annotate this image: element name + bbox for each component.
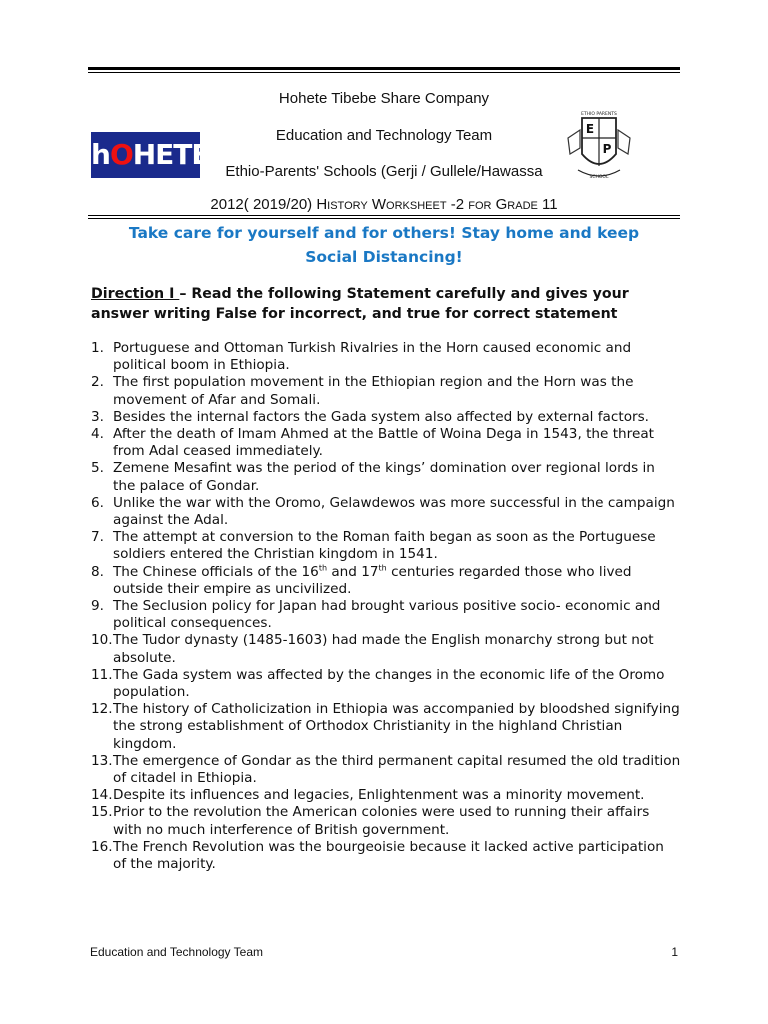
question-text: The Tudor dynasty (1485-1603) had made the English monarchy strong but not absolute. (113, 632, 654, 666)
question-item (91, 787, 681, 804)
question-text: The emergence of Gondar as the third permanent capital resumed the old tradition of citadel in Ethiopia. (113, 752, 681, 787)
question-item (91, 839, 681, 873)
question-text: The first population movement in the Ethiopian region and the Horn was the movement of Afar and Somali. (113, 374, 634, 408)
svg-text:ETHIO PARENTS: ETHIO PARENTS (581, 112, 617, 117)
school-crest-icon (560, 108, 638, 186)
question-item (91, 409, 681, 426)
direction-text: – Read the following Statement carefully and gives your answer writing False for incorrect, and true for correct statement (91, 286, 629, 322)
team-name: Education and Technology Team (275, 127, 493, 144)
question-item (91, 340, 681, 374)
question-text: The Seclusion policy for Japan had brought various positive socio- economic and political consequences. (113, 598, 661, 632)
question-item (91, 460, 681, 494)
question-number: 1. (91, 340, 104, 356)
question-text: The attempt at conversion to the Roman faith began as soon as the Portuguese soldiers entered the Christian kingdom in 1541. (113, 529, 656, 563)
direction-instructions (91, 284, 681, 324)
question-item (91, 529, 681, 563)
hohete-logo: hOHETE (91, 132, 200, 178)
question-item (91, 564, 681, 598)
question-item (91, 426, 681, 460)
school-year: 2012( 2019/20) (210, 196, 313, 213)
question-text: Zemene Mesafint was the period of the kings’ domination over regional lords in the palace of Gondar. (113, 460, 655, 494)
question-text: Besides the internal factors the Gada system also affected by external factors. (113, 408, 650, 425)
question-item (91, 701, 681, 753)
footer-team: Education and Technology Team (90, 945, 264, 959)
question-item (91, 804, 681, 838)
question-text: The history of Catholicization in Ethiopia was accompanied by bloodshed signifying the strong establishment of Orthodox Christianity in the highland Christian kingdom. (113, 701, 680, 752)
question-number: 3. (91, 408, 104, 425)
svg-text:SCHOOL: SCHOOL (589, 175, 609, 180)
grade-label: for Grade 11 (468, 196, 558, 213)
question-number: 11. (91, 666, 113, 683)
direction-label: Direction I (91, 286, 180, 302)
svg-text:E: E (585, 122, 595, 136)
question-text: The French Revolution was the bourgeoisie because it lacked active participation of the majority. (113, 838, 664, 873)
stay-home-banner: Take care for yourself and for others! Stay home and keep Social Distancing! (128, 224, 640, 266)
question-item (91, 667, 681, 701)
top-rule (88, 67, 680, 73)
question-number: 6. (91, 494, 104, 511)
question-number: 2. (91, 374, 104, 391)
question-text: After the death of Imam Ahmed at the Battle of Woina Dega in 1543, the threat from Adal ceased immediately. (113, 426, 654, 460)
question-item (91, 495, 681, 529)
question-text: Despite its influences and legacies, Enlightenment was a minority movement. (113, 787, 645, 804)
question-text: The Gada system was affected by the changes in the economic life of the Oromo population. (113, 666, 665, 701)
question-text: The Chinese officials of the 16th and 17th centuries regarded those who lived outside their empire as uncivilized. (113, 563, 632, 597)
question-number: 16. (91, 838, 113, 855)
question-number: 8. (91, 563, 104, 580)
question-number: 10. (91, 632, 113, 649)
question-text: Unlike the war with the Oromo, Gelawdewos was more successful in the campaign against the Adal. (113, 494, 675, 529)
page-number: 1 (671, 945, 678, 959)
question-number: 9. (91, 598, 104, 615)
question-number: 15. (91, 804, 113, 821)
svg-text:P: P (602, 142, 612, 156)
question-number: 14. (91, 787, 113, 804)
question-text: Prior to the revolution the American colonies were used to running their affairs with no much interference of British government. (113, 804, 650, 838)
question-number: 13. (91, 752, 113, 769)
worksheet-title (88, 196, 680, 213)
question-list (91, 340, 681, 873)
question-number: 5. (91, 460, 104, 477)
question-number: 7. (91, 529, 104, 546)
question-item (91, 753, 681, 787)
question-text: Portuguese and Ottoman Turkish Rivalries in the Horn caused economic and political boom in Ethiopia. (113, 340, 632, 374)
question-item (91, 374, 681, 408)
school-names: Ethio-Parents' Schools (Gerji / Gullele/Hawassa (225, 163, 543, 180)
question-number: 4. (91, 426, 104, 443)
company-name: Hohete Tibebe Share Company (278, 90, 490, 107)
worksheet-label: History Worksheet -2 (316, 196, 465, 213)
header-bottom-rule (88, 215, 680, 219)
question-item (91, 598, 681, 632)
question-number: 12. (91, 701, 113, 718)
question-item (91, 632, 681, 666)
